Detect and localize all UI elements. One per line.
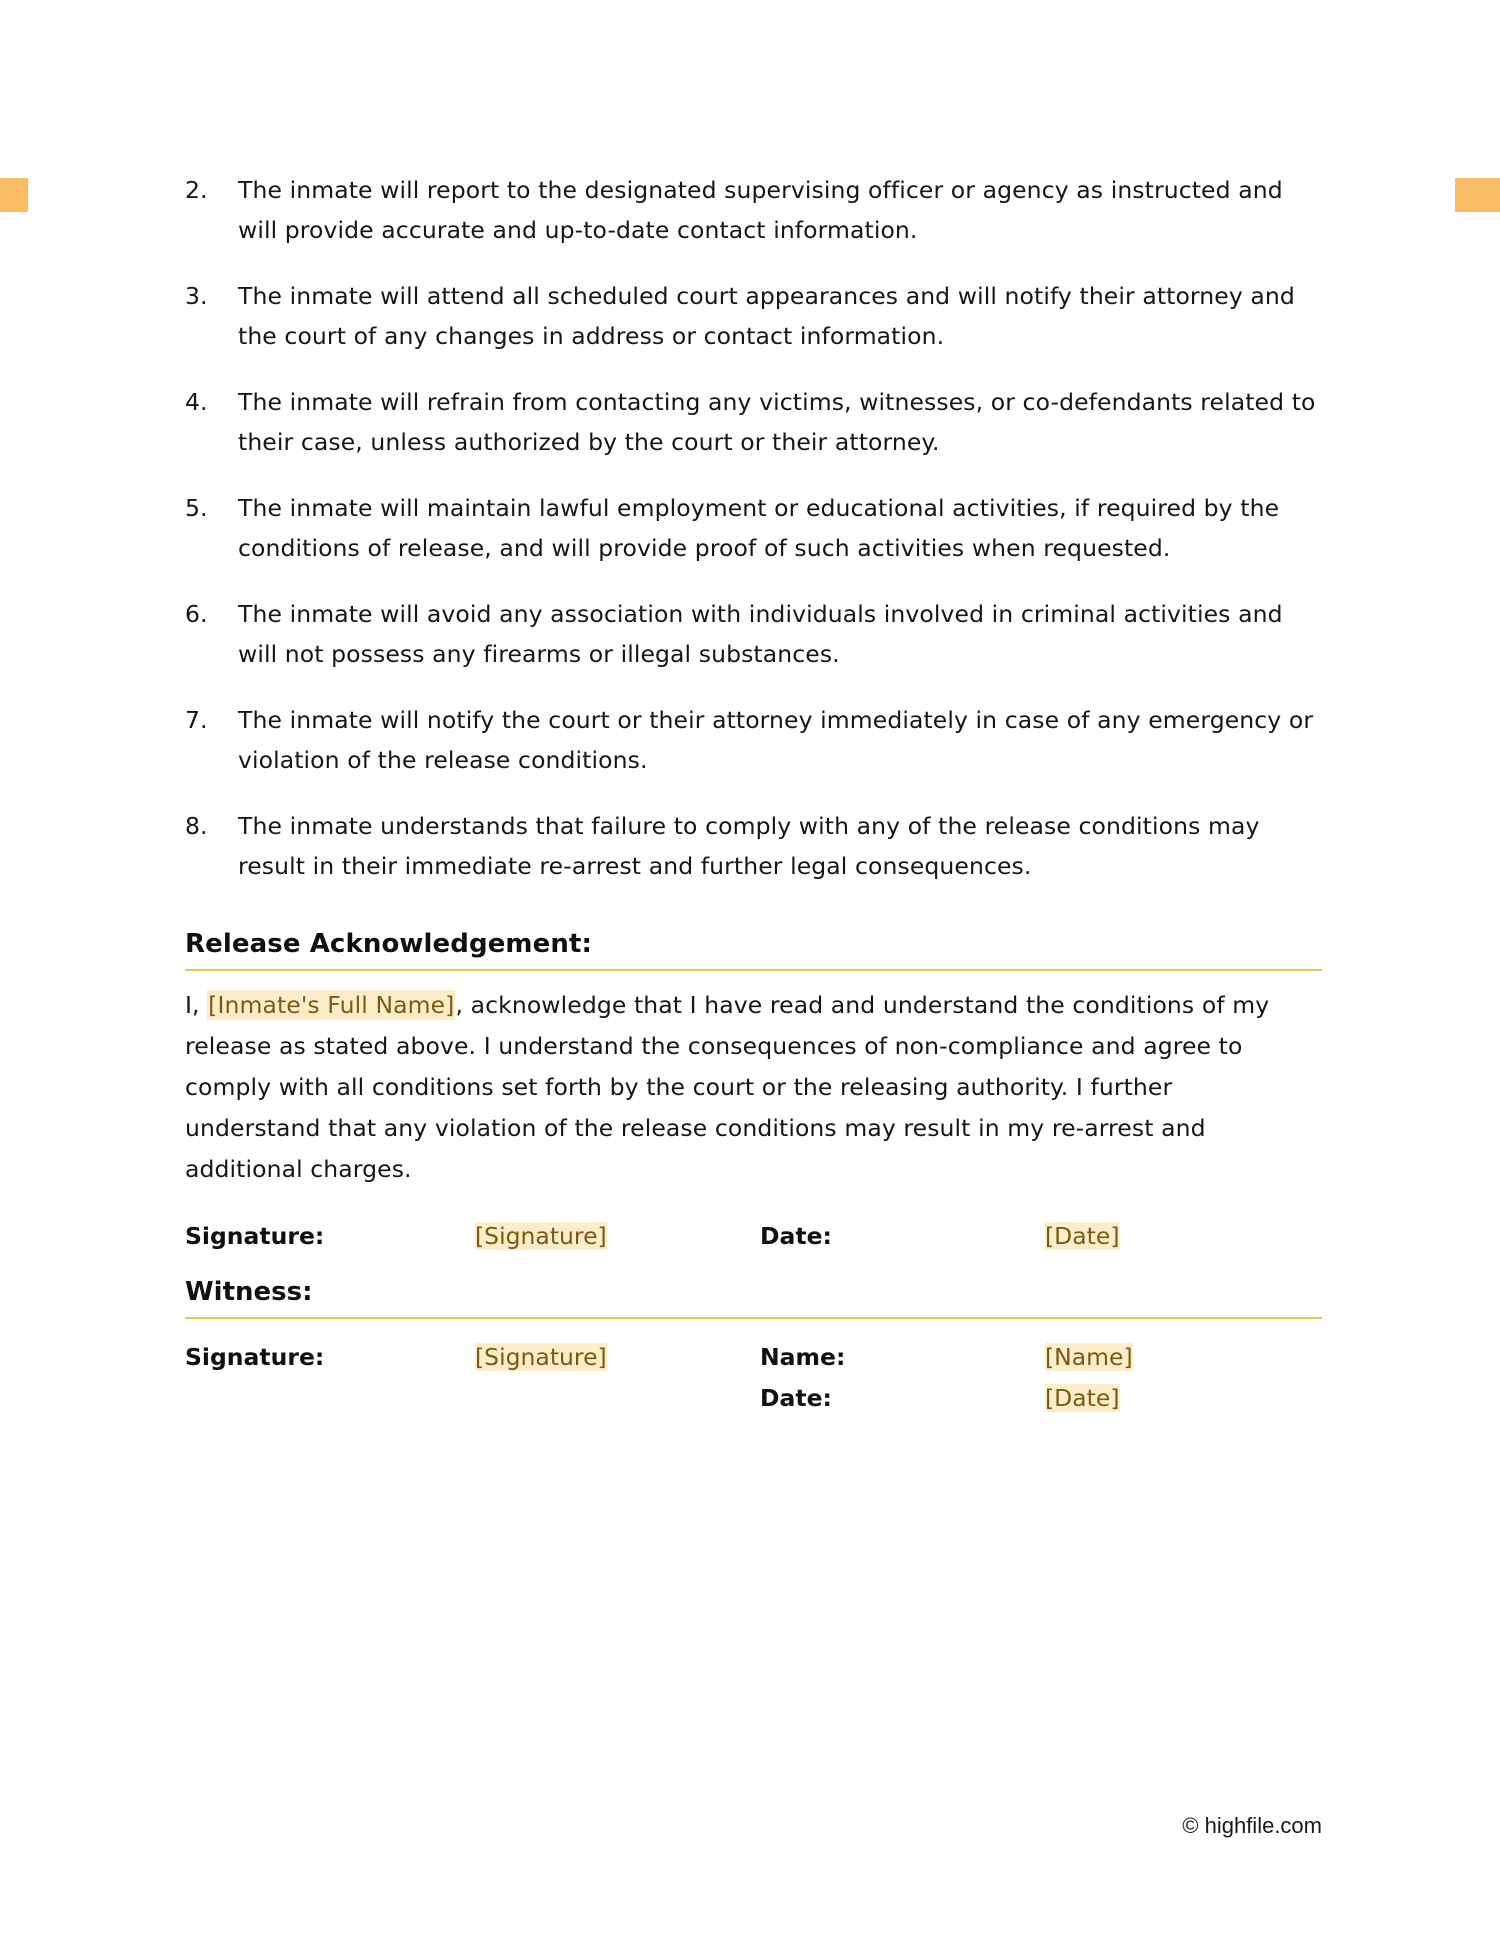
list-item-number: 7. <box>185 706 208 734</box>
witness-signature-field[interactable] <box>475 1337 760 1378</box>
list-item-text: The inmate will attend all scheduled court appearances and will notify their attorney and the court of any changes in address or contact information. <box>238 282 1295 350</box>
acknowledgement-paragraph <box>185 985 1310 1190</box>
list-item <box>185 700 1325 780</box>
page-marker-right-icon <box>1455 178 1500 212</box>
date-field[interactable] <box>1045 1216 1325 1257</box>
list-item-text: The inmate will maintain lawful employment or educational activities, if required by the conditions of release, and will provide proof of such activities when requested. <box>238 494 1280 562</box>
list-item-number: 5. <box>185 494 208 522</box>
section-divider <box>185 969 1322 971</box>
footer-copyright: © highfile.com <box>1182 1813 1322 1838</box>
list-item-text: The inmate understands that failure to comply with any of the release conditions may result in their immediate re-arrest and further legal consequences. <box>238 812 1260 880</box>
list-item-number: 8. <box>185 812 208 840</box>
release-acknowledgement-heading: Release Acknowledgement: <box>185 929 592 959</box>
witness-date-row <box>185 1378 1325 1419</box>
acknowledgement-lead-in: I, <box>185 991 208 1019</box>
witness-signature-placeholder[interactable]: [Signature] <box>475 1343 607 1371</box>
witness-signature-label: Signature: <box>185 1343 325 1371</box>
signature-placeholder[interactable]: [Signature] <box>475 1222 607 1250</box>
list-item-text: The inmate will avoid any association with individuals involved in criminal activities and will not possess any firearms or illegal substances. <box>238 600 1283 668</box>
list-item <box>185 806 1325 886</box>
list-item-text: The inmate will notify the court or their attorney immediately in case of any emergency or violation of the release conditions. <box>238 706 1314 774</box>
witness-name-label: Name: <box>760 1343 846 1371</box>
list-item-number: 3. <box>185 282 208 310</box>
list-item <box>185 594 1325 674</box>
list-item <box>185 276 1325 356</box>
witness-date-label: Date: <box>760 1384 832 1412</box>
witness-date-placeholder[interactable]: [Date] <box>1045 1384 1120 1412</box>
witness-divider <box>185 1317 1322 1319</box>
list-item-number: 2. <box>185 176 208 204</box>
list-item-number: 6. <box>185 600 208 628</box>
signature-block <box>185 1216 1325 1257</box>
list-item <box>185 488 1325 568</box>
witness-heading: Witness: <box>185 1277 313 1307</box>
witness-name-placeholder[interactable]: [Name] <box>1045 1343 1133 1371</box>
witness-name-field[interactable] <box>1045 1337 1325 1378</box>
inmate-name-placeholder[interactable]: [Inmate's Full Name] <box>208 991 455 1019</box>
witness-signature-row <box>185 1337 1325 1378</box>
list-item-text: The inmate will refrain from contacting any victims, witnesses, or co-defendants related to their case, unless authorized by the court or their attorney. <box>238 388 1316 456</box>
conditions-list <box>185 170 1325 886</box>
page-marker-left-icon <box>0 178 28 212</box>
date-placeholder[interactable]: [Date] <box>1045 1222 1120 1250</box>
signature-row <box>185 1216 1325 1257</box>
signature-label: Signature: <box>185 1222 325 1250</box>
acknowledgement-body: , acknowledge that I have read and understand the conditions of my release as stated above. I understand the consequences of non-compliance and agree to comply with all conditions set forth by the court or the releasing authority. I further understand that any violation of the release conditions may result in my re-arrest and additional charges. <box>185 991 1270 1183</box>
list-item-text: The inmate will report to the designated supervising officer or agency as instructed and will provide accurate and up-to-date contact information. <box>238 176 1283 244</box>
date-label: Date: <box>760 1222 832 1250</box>
list-item <box>185 382 1325 462</box>
signature-field[interactable] <box>475 1216 760 1257</box>
list-item <box>185 170 1325 250</box>
witness-signature-block <box>185 1337 1325 1419</box>
list-item-number: 4. <box>185 388 208 416</box>
document-content <box>185 170 1325 1419</box>
witness-date-field[interactable] <box>1045 1378 1325 1419</box>
